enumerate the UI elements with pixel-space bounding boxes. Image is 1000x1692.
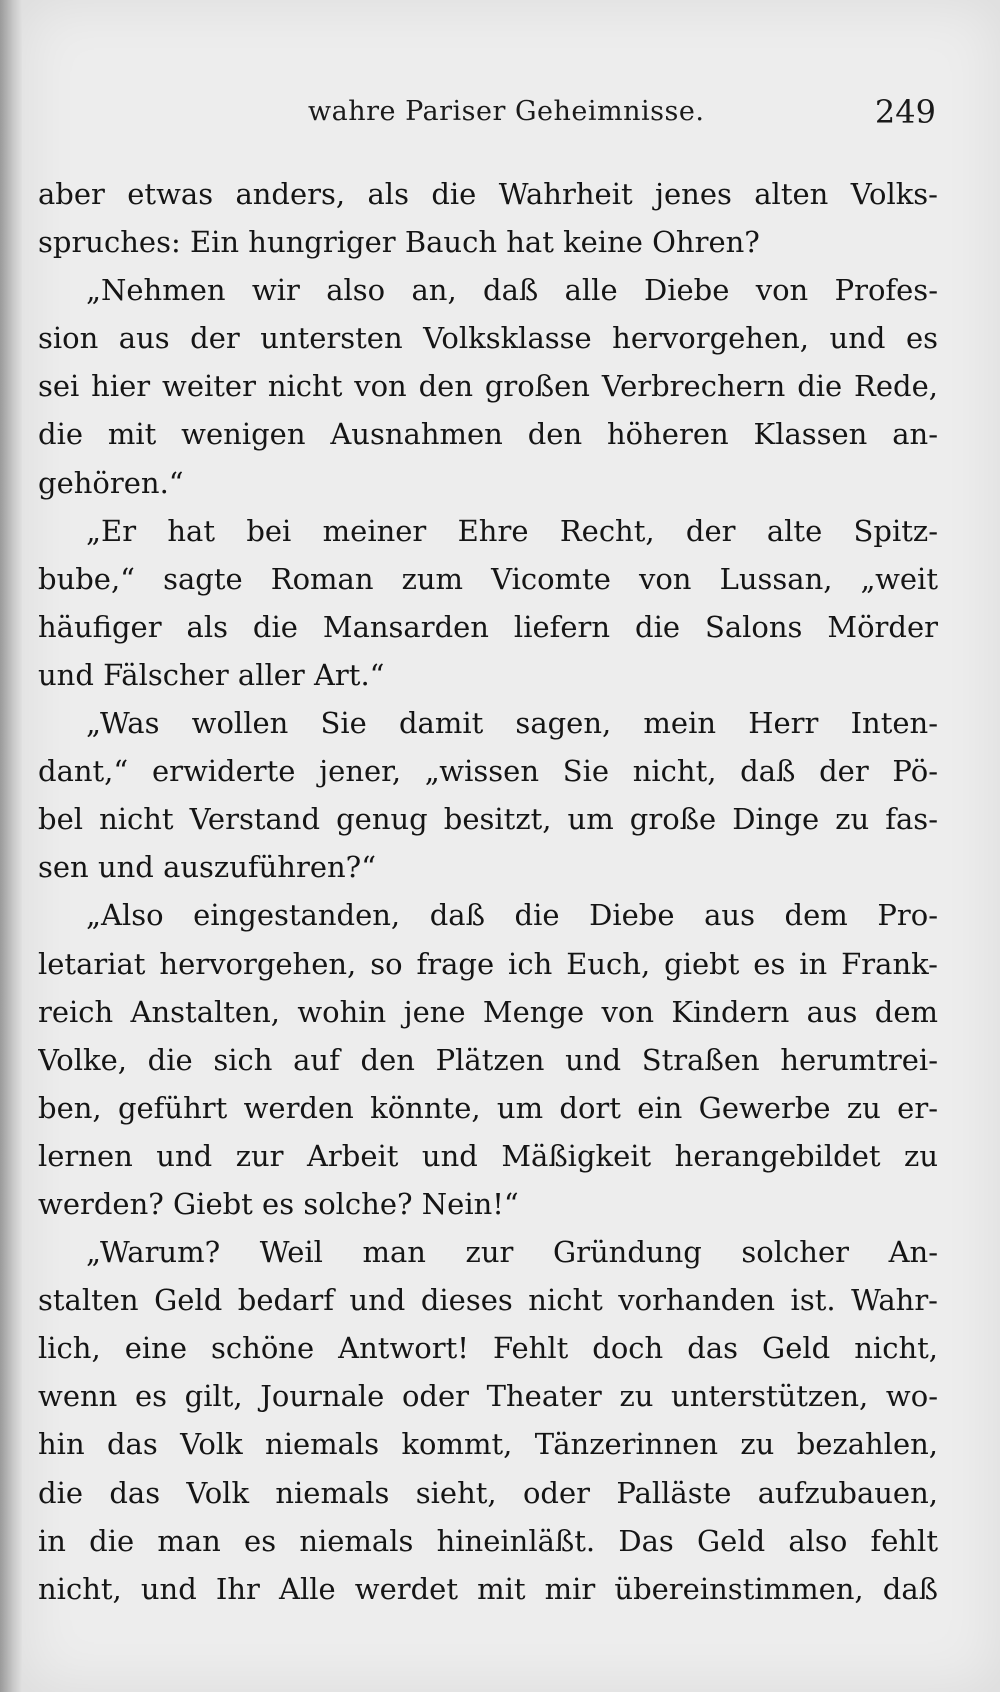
text-line: lich, eine schöne Antwort! Fehlt doch das Geld nicht, <box>38 1331 938 1366</box>
text-line: „Nehmen wir also an, daß alle Diebe von Profes- <box>86 273 938 308</box>
page-number: 249 <box>874 93 936 131</box>
text-line: sen und auszuführen?“ <box>38 850 377 885</box>
text-line: „Also eingestanden, daß die Diebe aus dem Pro- <box>86 898 938 933</box>
text-line: bube,“ sagte Roman zum Vicomte von Lussan, „weit <box>38 561 938 596</box>
text-line: werden? Giebt es solche? Nein!“ <box>38 1186 519 1221</box>
text-line: „Was wollen Sie damit sagen, mein Herr Inten- <box>86 706 938 741</box>
text-line: „Warum? Weil man zur Gründung solcher An- <box>86 1235 938 1270</box>
page-gutter-shadow <box>0 0 22 1692</box>
book-page <box>22 0 1000 1692</box>
text-line: „Er hat bei meiner Ehre Recht, der alte Spitz- <box>86 513 938 548</box>
running-head-title: wahre Pariser Geheimnisse. <box>308 96 705 127</box>
text-line: in die man es niemals hineinläßt. Das Geld also fehlt <box>38 1523 938 1558</box>
text-line: spruches: Ein hungriger Bauch hat keine Ohren? <box>38 225 760 260</box>
text-line: Volke, die sich auf den Plätzen und Straßen herumtrei- <box>38 1042 938 1077</box>
text-line: die das Volk niemals sieht, oder Palläste aufzubauen, <box>38 1475 938 1510</box>
text-line: letariat hervorgehen, so frage ich Euch, giebt es in Frank- <box>38 946 938 981</box>
body-text <box>38 170 938 1613</box>
running-head <box>22 92 1000 132</box>
text-line: lernen und zur Arbeit und Mäßigkeit herangebildet zu <box>38 1138 938 1173</box>
text-line: die mit wenigen Ausnahmen den höheren Klassen an- <box>38 417 938 452</box>
text-line: hin das Volk niemals kommt, Tänzerinnen zu bezahlen, <box>38 1427 938 1462</box>
text-line: aber etwas anders, als die Wahrheit jenes alten Volks- <box>38 177 938 211</box>
text-line: sion aus der untersten Volksklasse hervorgehen, und es <box>38 321 938 356</box>
text-line: nicht, und Ihr Alle werdet mit mir übereinstimmen, daß <box>38 1571 938 1606</box>
text-line: stalten Geld bedarf und dieses nicht vorhanden ist. Wahr- <box>38 1283 938 1318</box>
text-line: gehören.“ <box>38 465 184 500</box>
text-line: dant,“ erwiderte jener, „wissen Sie nicht, daß der Pö- <box>38 754 938 789</box>
text-line: ben, geführt werden könnte, um dort ein Gewerbe zu er- <box>38 1090 938 1125</box>
text-line: bel nicht Verstand genug besitzt, um große Dinge zu fas- <box>38 802 938 837</box>
text-line: sei hier weiter nicht von den großen Verbrechern die Rede, <box>38 369 938 404</box>
text-line: und Fälscher aller Art.“ <box>38 657 385 692</box>
text-line: häufiger als die Mansarden liefern die Salons Mörder <box>38 609 938 644</box>
text-line: wenn es gilt, Journale oder Theater zu unterstützen, wo- <box>38 1379 938 1414</box>
text-line: reich Anstalten, wohin jene Menge von Kindern aus dem <box>38 994 938 1029</box>
